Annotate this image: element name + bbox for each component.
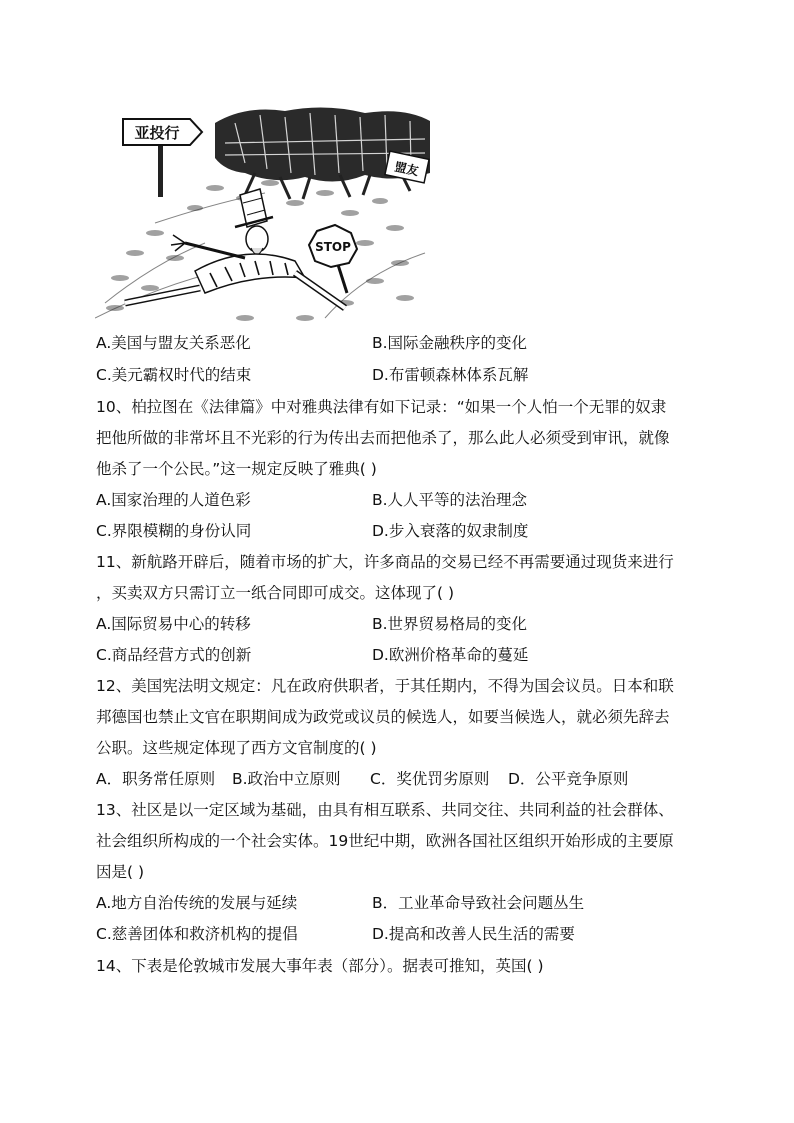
q14-stem-line-1: 14、下表是伦敦城市发展大事年表（部分）。据表可推知，英国( ): [96, 957, 544, 975]
q12-option-d[interactable]: D．公平竞争原则: [508, 770, 629, 788]
q13-option-b[interactable]: B．工业革命导致社会问题丛生: [372, 894, 585, 912]
signpost-label: 亚投行: [134, 124, 180, 142]
q11-option-c[interactable]: C.商品经营方式的创新: [96, 646, 252, 664]
q9-option-b[interactable]: B.国际金融秩序的变化: [372, 334, 528, 352]
q11-option-a[interactable]: A.国际贸易中心的转移: [96, 615, 251, 633]
q12-option-b[interactable]: B.政治中立原则: [232, 770, 341, 788]
q10-stem-line-3: 他杀了一个公民。”这一规定反映了雅典( ): [96, 460, 377, 478]
q11-stem-line-1: 11、新航路开辟后，随着市场的扩大，许多商品的交易已经不再需要通过现货来进行: [96, 553, 674, 571]
q12-stem-line-3: 公职。这些规定体现了西方文官制度的( ): [96, 739, 377, 757]
q13-stem-line-3: 因是( ): [96, 863, 145, 881]
q12-stem-line-1: 12、美国宪法明文规定：凡在政府供职者，于其任期内，不得为国会议员。日本和联: [96, 677, 674, 695]
q10-stem-line-2: 把他所做的非常坏且不光彩的行为传出去而把他杀了，那么此人必须受到审讯，就像: [96, 429, 670, 447]
q10-option-d[interactable]: D.步入衰落的奴隶制度: [372, 522, 529, 540]
q10-stem-line-1: 10、柏拉图在《法律篇》中对雅典法律有如下记录：“如果一个人怕一个无罪的奴隶: [96, 398, 667, 416]
q10-option-b[interactable]: B.人人平等的法治理念: [372, 491, 528, 509]
q13-stem-line-1: 13、社区是以一定区域为基础，由具有相互联系、共同交往、共同利益的社会群体、: [96, 801, 674, 819]
q10-option-a[interactable]: A.国家治理的人道色彩: [96, 491, 251, 509]
q12-option-c[interactable]: C．奖优罚劣原则: [370, 770, 490, 788]
stop-sign-label: STOP: [315, 240, 351, 254]
q12-option-a[interactable]: A．职务常任原则: [96, 770, 216, 788]
q12-stem-line-2: 邦德国也禁止文官在职期间成为政党或议员的候选人，如要当候选人，就必须先辞去: [96, 708, 670, 726]
q9-option-c[interactable]: C.美元霸权时代的结束: [96, 366, 252, 384]
q9-option-a[interactable]: A.美国与盟友关系恶化: [96, 334, 251, 352]
q13-option-a[interactable]: A.地方自治传统的发展与延续: [96, 894, 298, 912]
political-cartoon: [95, 103, 435, 325]
q11-option-d[interactable]: D.欧洲价格革命的蔓延: [372, 646, 529, 664]
q11-option-b[interactable]: B.世界贸易格局的变化: [372, 615, 528, 633]
q13-stem-line-2: 社会组织所构成的一个社会实体。19世纪中期，欧洲各国社区组织开始形成的主要原: [96, 832, 674, 850]
q9-option-d[interactable]: D.布雷顿森林体系瓦解: [372, 366, 529, 384]
q13-option-d[interactable]: D.提高和改善人民生活的需要: [372, 925, 575, 943]
q10-option-c[interactable]: C.界限模糊的身份认同: [96, 522, 252, 540]
bag-label: 盟友: [393, 159, 420, 179]
q11-stem-line-2: ，买卖双方只需订立一纸合同即可成交。这体现了( ): [96, 584, 455, 602]
q13-option-c[interactable]: C.慈善团体和救济机构的提倡: [96, 925, 298, 943]
